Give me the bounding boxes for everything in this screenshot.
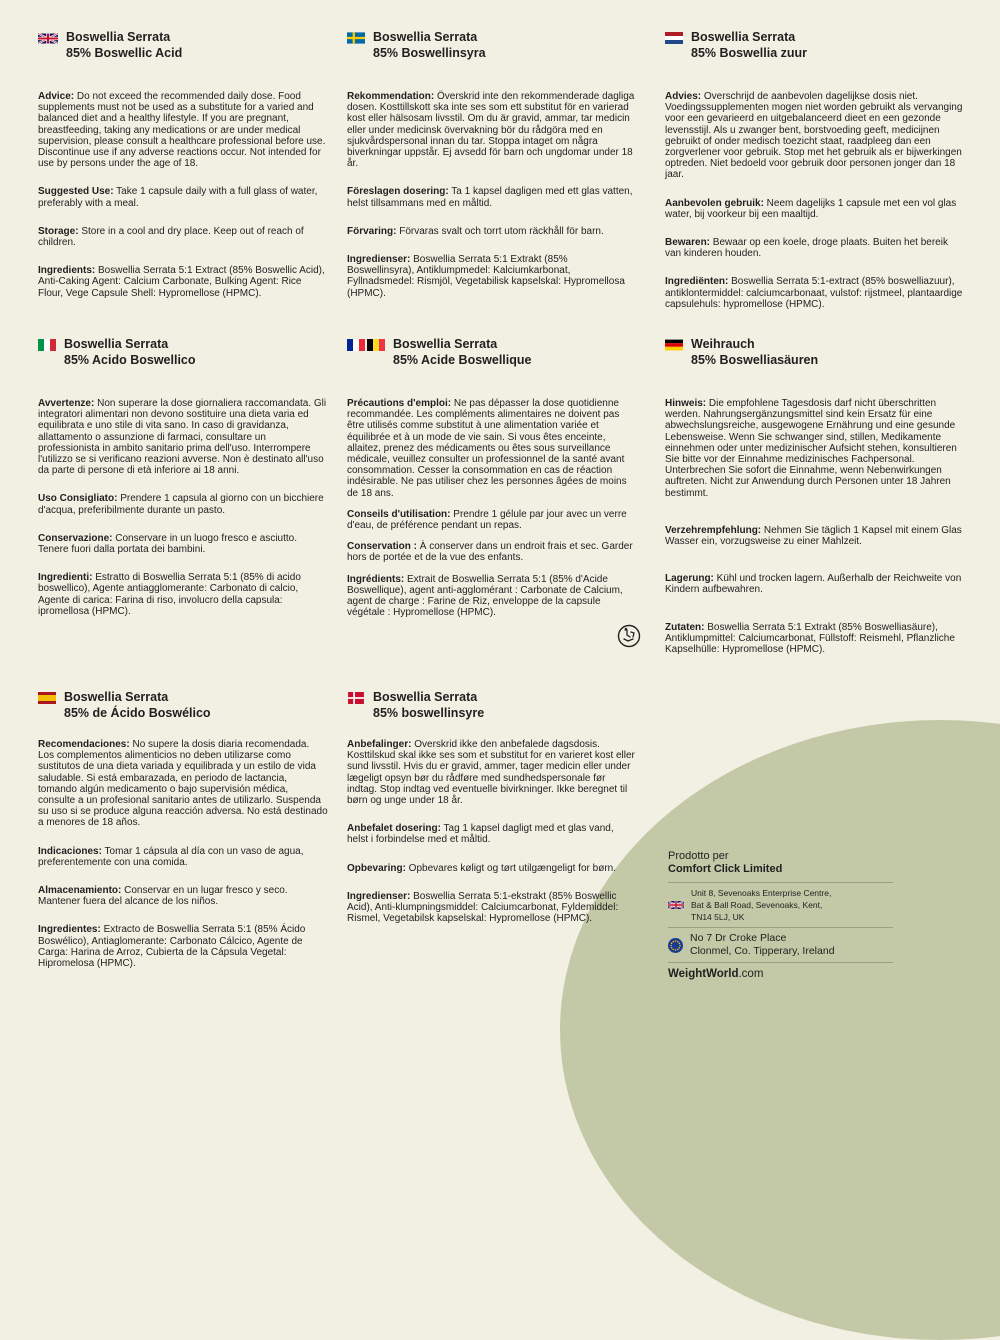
uk-address xyxy=(668,882,893,927)
uk-flag-icon xyxy=(668,899,684,911)
section-label: Ingredients: xyxy=(38,265,96,277)
ireland-address xyxy=(668,927,893,962)
storage-section xyxy=(38,885,328,907)
usage-section xyxy=(38,186,328,208)
italy-flag-icon xyxy=(38,339,56,351)
usage-section xyxy=(347,823,637,845)
section-text: Overskrid ikke den anbefalede dagsdosis. Kosttilskud skal ikke ses som et substitut for en varieret kost eller sund livsstil. Hvis du er gravid, ammer, tager medicin eller under lægeligt opsyn bør du rådføre med sundhedspersonale før indtag. Stop indtag ved eventuelle bivirkninger. Ikke beregnet til børn og unge under 18 år. xyxy=(347,739,635,807)
product-subtitle: 85% Boswellic Acid xyxy=(66,46,183,60)
section-label: Föreslagen dosering: xyxy=(347,186,449,198)
product-subtitle: 85% Acido Boswellico xyxy=(64,353,196,367)
produced-for-label: Prodotto per xyxy=(668,850,729,862)
section-label: Conservation : xyxy=(347,541,418,553)
panel-en xyxy=(38,30,328,316)
panel-header xyxy=(665,30,965,61)
section-text: Överskrid inte den rekommenderade dagliga dosen. Kosttillskott ska inte ses som ett substitut för en varierad kost eller hälsosam livsstil. Om du är gravid, ammar, tar medicin eller under medicinsk övervakning bör du rådgöra med en sjukvårdspersonal innan du tar. Stoppa intaget om några biverkningar uppstår. Ej avsedd för barn och ungdomar under 18 år. xyxy=(347,91,635,170)
germany-flag-icon xyxy=(665,339,683,351)
section-text: Store in a cool and dry place. Keep out of reach of children. xyxy=(38,225,304,249)
section-label: Uso Consigliato: xyxy=(38,493,118,505)
company-name: Comfort Click Limited xyxy=(668,863,783,875)
section-label: Almacenamiento: xyxy=(38,885,122,897)
section-label: Recomendaciones: xyxy=(38,739,130,750)
advice-section xyxy=(38,398,328,476)
panel-sv xyxy=(347,30,637,316)
section-label: Ingrediënten: xyxy=(665,276,729,288)
section-text: Boswellia Serrata 5:1-extract (85% boswelliazuur), antiklontermiddel: calciumcarbonaat, vulstof: rijstmeel, plantaardige capsulehuls: hypromellose (HPMC). xyxy=(665,276,963,310)
website-tld: .com xyxy=(738,968,764,980)
section-label: Rekommendation: xyxy=(347,91,435,102)
section-text: Take 1 capsule daily with a full glass of water, preferably with a meal. xyxy=(38,186,318,209)
ingredients-section xyxy=(38,265,328,299)
section-text: Bewaar op een koele, droge plaats. Buiten het bereik van kinderen houden. xyxy=(665,237,948,260)
panel-it xyxy=(38,337,328,634)
section-label: Anbefalet dosering: xyxy=(347,823,441,835)
section-label: Ingrédients: xyxy=(347,573,405,585)
product-title: Boswellia Serrata xyxy=(64,690,169,704)
product-title: Boswellia Serrata xyxy=(373,30,478,44)
product-subtitle: 85% Boswellinsyra xyxy=(373,46,486,60)
section-label: Précautions d'emploi: xyxy=(347,398,452,409)
triman-recycling-icon xyxy=(617,624,641,648)
ingredients-section xyxy=(347,891,637,925)
section-text: Extracto de Boswellia Serrata 5:1 (85% Ácido Boswélico), Antiaglomerante: Carbonato Cálcico, Agente de Carga: Harina de Arroz, Cubierta de la Cápsula Vegetal: Hipromelosa (HPMC). xyxy=(38,924,306,970)
manufacturer-info xyxy=(668,850,893,980)
product-title: Boswellia Serrata xyxy=(691,30,796,44)
section-text: Overschrijd de aanbevolen dagelijkse dosis niet. Voedingssupplementen mogen niet worden gebruikt als vervanging voor een gevarieerd en uitgebalanceerd dieet en een gezonde levensstijl. Als u zwanger bent, borstvoeding geeft, medicijnen gebruikt of onder medisch toezicht staat, raadpleeg dan een zorgverlener voor gebruik. Stop met het gebruik als er bijwerkingen optreden. Niet bedoeld voor gebruik door personen jonger dan 18 jaar. xyxy=(665,91,963,181)
storage-section xyxy=(38,226,328,248)
panel-header xyxy=(347,337,637,368)
section-label: Lagerung: xyxy=(665,573,714,585)
panel-fr xyxy=(347,337,637,648)
product-subtitle: 85% Boswelliasäuren xyxy=(691,353,819,367)
address-line: Clonmel, Co. Tipperary, Ireland xyxy=(690,945,835,957)
advice-section xyxy=(347,91,637,169)
section-label: Ingredienser: xyxy=(347,254,411,266)
ingredients-section xyxy=(665,276,965,310)
section-text: Kühl und trocken lagern. Außerhalb der Reichweite von Kindern aufbewahren. xyxy=(665,573,962,596)
section-label: Anbefalinger: xyxy=(347,739,412,750)
storage-section xyxy=(347,226,637,237)
panel-header xyxy=(665,337,965,368)
section-text: Neem dagelijks 1 capsule met een vol glas water, bij voorkeur bij een maaltijd. xyxy=(665,197,957,220)
storage-section xyxy=(665,237,965,259)
section-text: Opbevares køligt og tørt utilgængeligt for børn. xyxy=(405,862,616,874)
storage-section xyxy=(665,573,965,595)
ingredients-section xyxy=(38,924,328,969)
advice-section xyxy=(38,91,328,169)
section-label: Avvertenze: xyxy=(38,398,95,409)
product-title: Boswellia Serrata xyxy=(66,30,171,44)
usage-section xyxy=(665,198,965,220)
uk-flag-icon xyxy=(38,32,58,45)
ingredients-section xyxy=(347,254,637,299)
advice-section xyxy=(665,398,965,499)
section-label: Förvaring: xyxy=(347,225,397,237)
usage-section xyxy=(38,846,328,868)
product-title: Boswellia Serrata xyxy=(373,690,478,704)
section-text: Ne pas dépasser la dose quotidienne recommandée. Les compléments alimentaires ne doivent pas être utilisés comme substitut à une alimentation variée et équilibrée et à un mode de vie sain. Si vous êtes enceinte, allaitez, prenez des médicaments ou êtes sous surveillance médicale, veuillez consulter un professionnel de la santé avant consommation. Cesser la consommation en cas de réaction indésirable. Ne pas utiliser chez les personnes âgées de moins de 18 ans. xyxy=(347,398,627,499)
panel-header xyxy=(38,337,328,368)
section-label: Zutaten: xyxy=(665,621,705,633)
section-text: Non superare la dose giornaliera raccomandata. Gli integratori alimentari non devono sostituire una dieta varia ed equilibrata e uno stile di vita sano. In caso di gravidanza, allattamento o assunzione di farmaci, consultare un professionista in ambito sanitario prima dell'uso. Interrompere l'utilizzo se si verificano reazioni avverse. Non è destinato all'uso da parte di persone di età inferiore ai 18 anni. xyxy=(38,398,327,477)
panel-nl xyxy=(665,30,965,327)
product-title: Boswellia Serrata xyxy=(393,337,498,351)
product-subtitle: 85% boswellinsyre xyxy=(373,706,485,720)
section-text: Tag 1 kapsel dagligt med et glas vand, helst i forbindelse med et måltid. xyxy=(347,823,614,846)
section-text: Prendere 1 capsula al giorno con un bicchiere d'acqua, preferibilmente durante un pasto. xyxy=(38,493,324,516)
section-label: Hinweis: xyxy=(665,398,707,409)
product-title: Weihrauch xyxy=(691,337,755,351)
section-label: Ingredienti: xyxy=(38,572,93,584)
advice-section xyxy=(347,739,637,806)
section-text: Do not exceed the recommended daily dose. Food supplements must not be used as a substitute for a varied and balanced diet and a healthy lifestyle. If you are pregnant, breastfeeding, taking any medications or are under medical supervision, please consult a healthcare professional before use. Discontinue use if any adverse reactions occur. Not intended for use by persons under the age of 18. xyxy=(38,91,326,170)
section-text: Förvaras svalt och torrt utom räckhåll för barn. xyxy=(396,225,604,237)
website xyxy=(668,962,893,980)
ingredients-section xyxy=(347,574,637,619)
section-text: No supere la dosis diaria recomendada. Los complementos alimenticios no deben utilizarse como sustitutos de una dieta variada y equilibrada y un estilo de vida saludable. Si está embarazada, en periodo de lactancia, tomando algún medicamento o bajo supervisión médica, consulte a un profesional sanitario antes de utilizarlo. Suspenda su uso si se produce alguna reacción adversa. No está destinado a menores de 18 años. xyxy=(38,739,328,829)
product-title: Boswellia Serrata xyxy=(64,337,169,351)
usage-section xyxy=(665,525,965,547)
france-belgium-flags-icon xyxy=(347,339,385,351)
section-label: Conservazione: xyxy=(38,532,113,544)
section-text: Nehmen Sie täglich 1 Kapsel mit einem Glas Wasser ein, vorzugsweise zu einer Mahlzeit. xyxy=(665,524,962,548)
advice-section xyxy=(347,398,637,499)
ingredients-section xyxy=(665,622,965,656)
advice-section xyxy=(38,739,328,829)
storage-section xyxy=(347,541,637,563)
address-line: TN14 5LJ, UK xyxy=(691,912,745,922)
section-label: Storage: xyxy=(38,225,79,237)
panel-de xyxy=(665,337,965,672)
section-text: Extrait de Boswellia Serrata 5:1 (85% d'Acide Boswellique), agent anti-agglomérant : Carbonate de Calcium, agent de charge : Farine de Riz, enveloppe de la capsule végétale : Hypromellose (HPMC). xyxy=(347,573,623,619)
website-brand: WeightWorld xyxy=(668,968,739,980)
section-text: Die empfohlene Tagesdosis darf nicht überschritten werden. Nahrungsergänzungsmittel sind kein Ersatz für eine abwechslungsreiche, ausgewogene Ernährung und eine gesunde Lebensweise. Wenn Sie schwanger sind, stillen, Medikamente einnehmen oder unter medizinischer Aufsicht stehen, konsultieren Sie bitte vor der Einnahme medizinisches Fachpersonal. Unterbrechen Sie sofort die Einnahme, wenn Nebenwirkungen auftreten. Nicht zur Anwendung durch Personen unter 18 Jahren bestimmt. xyxy=(665,398,957,499)
usage-section xyxy=(38,493,328,515)
denmark-flag-icon xyxy=(347,692,365,704)
address-line: Unit 8, Sevenoaks Enterprise Centre, xyxy=(691,888,832,898)
section-label: Bewaren: xyxy=(665,237,711,249)
section-label: Ingredienser: xyxy=(347,890,411,902)
storage-section xyxy=(347,863,637,874)
usage-section xyxy=(347,186,637,208)
section-text: Tomar 1 cápsula al día con un vaso de agua, preferentemente con una comida. xyxy=(38,845,304,868)
advice-section xyxy=(665,91,965,181)
section-label: Aanbevolen gebruik: xyxy=(665,197,764,209)
section-label: Verzehrempfehlung: xyxy=(665,524,762,536)
section-label: Opbevaring: xyxy=(347,862,406,874)
section-text: Boswellia Serrata 5:1 Extrakt (85% Boswellinsyra), Antiklumpmedel: Kalciumkarbonat, Fyllnadsmedel: Rismjöl, Vegetabilisk kapselskal: Hypromellosa (HPMC). xyxy=(347,254,625,299)
section-label: Indicaciones: xyxy=(38,845,102,857)
netherlands-flag-icon xyxy=(665,32,683,44)
address-line: Bat & Ball Road, Sevenoaks, Kent, xyxy=(691,900,823,910)
section-label: Conseils d'utilisation: xyxy=(347,508,451,520)
section-text: Estratto di Boswellia Serrata 5:1 (85% di acido boswellico), Agente antiagglomerante: Carbonato di calcio, Agente di carica: Farina di riso, involucro della capsula: ipromellosa (HPMC). xyxy=(38,572,301,617)
eu-flag-icon xyxy=(668,938,683,953)
usage-section xyxy=(347,509,637,531)
ingredients-section xyxy=(38,572,328,617)
section-text: À conserver dans un endroit frais et sec. Garder hors de portée et de la vue des enfants. xyxy=(347,541,633,564)
product-subtitle: 85% Boswellia zuur xyxy=(691,46,808,60)
section-label: Ingredientes: xyxy=(38,924,101,936)
product-subtitle: 85% Acide Boswellique xyxy=(393,353,532,367)
sweden-flag-icon xyxy=(347,32,365,44)
section-text: Ta 1 kapsel dagligen med ett glas vatten, helst tillsammans med en måltid. xyxy=(347,186,633,209)
panel-header xyxy=(38,690,328,721)
panel-header xyxy=(347,690,637,721)
section-text: Prendre 1 gélule par jour avec un verre d'eau, de préférence pendant un repas. xyxy=(347,508,627,532)
panel-es xyxy=(38,690,328,986)
panel-da xyxy=(347,690,637,941)
section-label: Advies: xyxy=(665,91,702,102)
panel-header xyxy=(38,30,328,61)
section-text: Boswellia Serrata 5:1 Extract (85% Boswellic Acid), Anti-Caking Agent: Calcium Carbonate, Bulking Agent: Rice Flour, Vege Capsule Shell: Hypromellose (HPMC). xyxy=(38,265,325,299)
storage-section xyxy=(38,533,328,555)
section-text: Boswellia Serrata 5:1-ekstrakt (85% Boswellic Acid), Anti-klumpningsmiddel: Calciumcarbonat, Fyldemiddel: Rismel, Vegetabilsk kapselskal: Hypromellose (HPMC). xyxy=(347,890,619,925)
section-label: Advice: xyxy=(38,91,75,102)
section-text: Conservar en un lugar fresco y seco. Mantener fuera del alcance de los niños. xyxy=(38,885,288,908)
product-subtitle: 85% de Ácido Boswélico xyxy=(64,706,211,720)
section-text: Boswellia Serrata 5:1 Extrakt (85% Boswelliasäure), Antiklumpmittel: Calciumcarbonat, Füllstoff: Reismehl, Pflanzliche Kapselhülle: Hypromellose (HPMC). xyxy=(665,621,955,656)
spain-flag-icon xyxy=(38,692,56,704)
address-line: No 7 Dr Croke Place xyxy=(690,932,787,944)
section-label: Suggested Use: xyxy=(38,186,114,198)
section-text: Conservare in un luogo fresco e asciutto. Tenere fuori dalla portata dei bambini. xyxy=(38,532,298,556)
panel-header xyxy=(347,30,637,61)
